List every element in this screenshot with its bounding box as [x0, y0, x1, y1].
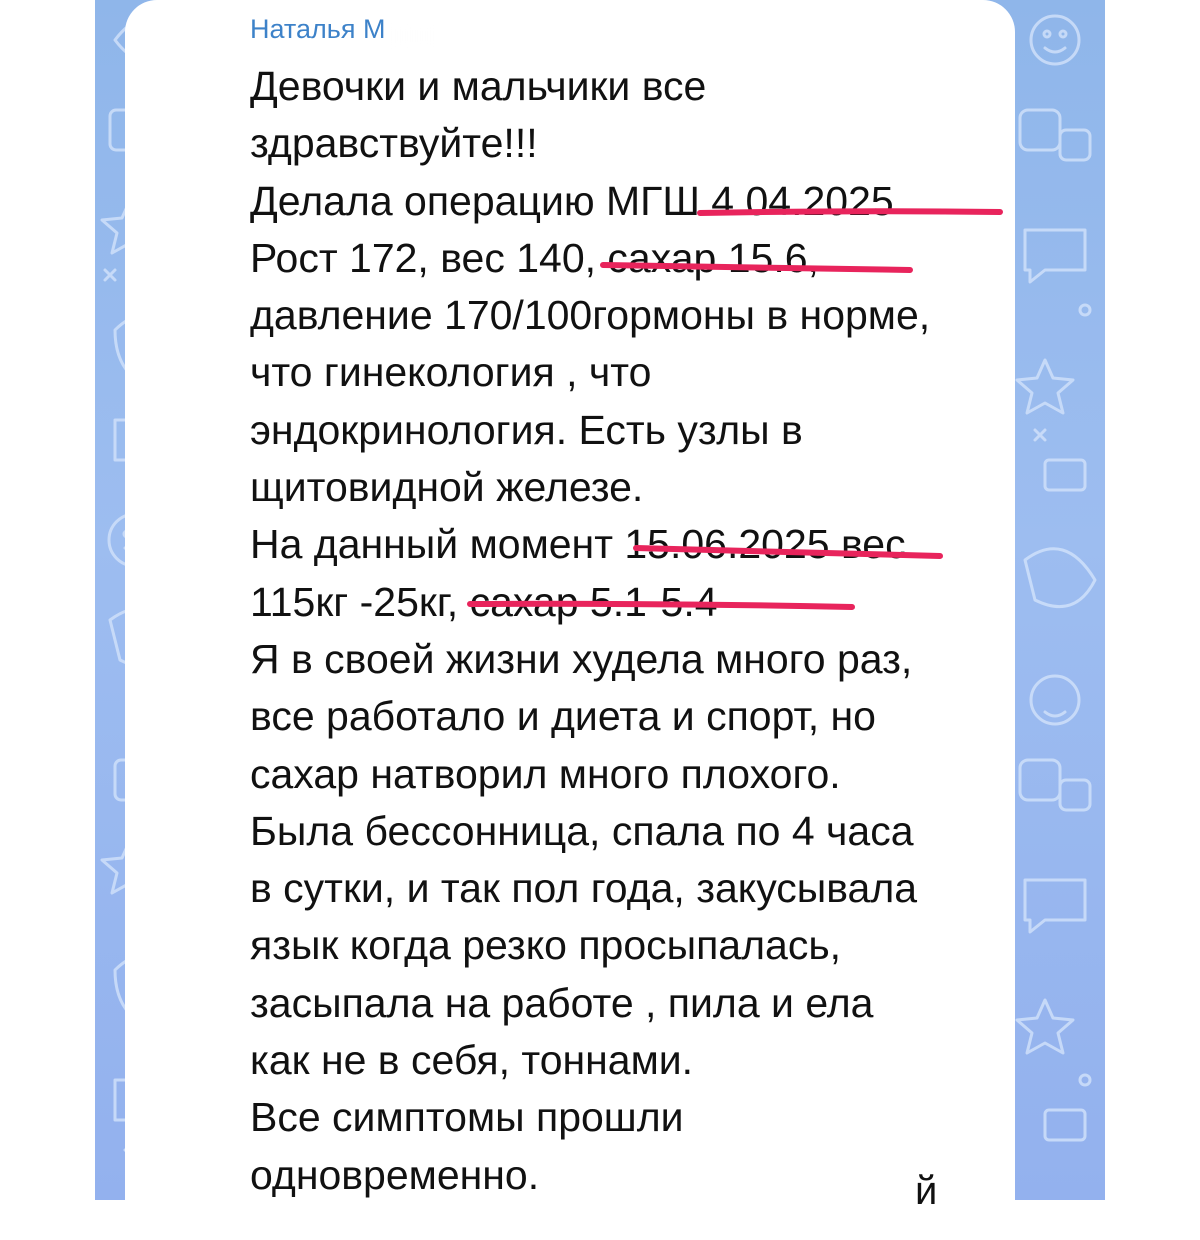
sender-name[interactable]: Наталья М [250, 14, 386, 44]
message-line: язык когда резко просыпалась, [250, 922, 842, 969]
message-line: одновременно. [250, 1151, 540, 1198]
message-line: эндокринология. Есть узлы в [250, 406, 803, 453]
next-message-fragment: й [915, 1169, 938, 1213]
message-line: засыпала на работе , пила и ела [250, 979, 874, 1026]
message-line: давление 170/100гормоны в норме, [250, 292, 931, 339]
message-line: в сутки, и так пол года, закусывала [250, 865, 918, 912]
message-text [250, 58, 1010, 1213]
message-line: щитовидной железе. [250, 464, 644, 511]
message-line: Все симптомы прошли [250, 1094, 684, 1141]
message-line: Была бессонница, спала по 4 часа [250, 807, 914, 854]
message-line: сахар натворил много плохого. [250, 750, 841, 797]
redaction-blur [390, 26, 540, 46]
message-line: все работало и диета и спорт, но [250, 693, 876, 740]
message-line: Делала операцию МГШ 4.04.2025 [250, 177, 894, 224]
message-line: Я в своей жизни худела много раз, [250, 635, 913, 682]
message-line: здравствуйте!!! [250, 120, 538, 167]
message-line: 115кг -25кг, сахар 5.1-5.4 [250, 578, 718, 625]
message-line: как не в себя, тоннами. [250, 1037, 694, 1084]
message-line: Девочки и мальчики все [250, 63, 707, 109]
message-line: На данный момент 15.06.2025 вес [250, 521, 906, 568]
message-line: что гинекология , что [250, 349, 652, 396]
message-line: Рост 172, вес 140, сахар 15.6, [250, 234, 819, 281]
